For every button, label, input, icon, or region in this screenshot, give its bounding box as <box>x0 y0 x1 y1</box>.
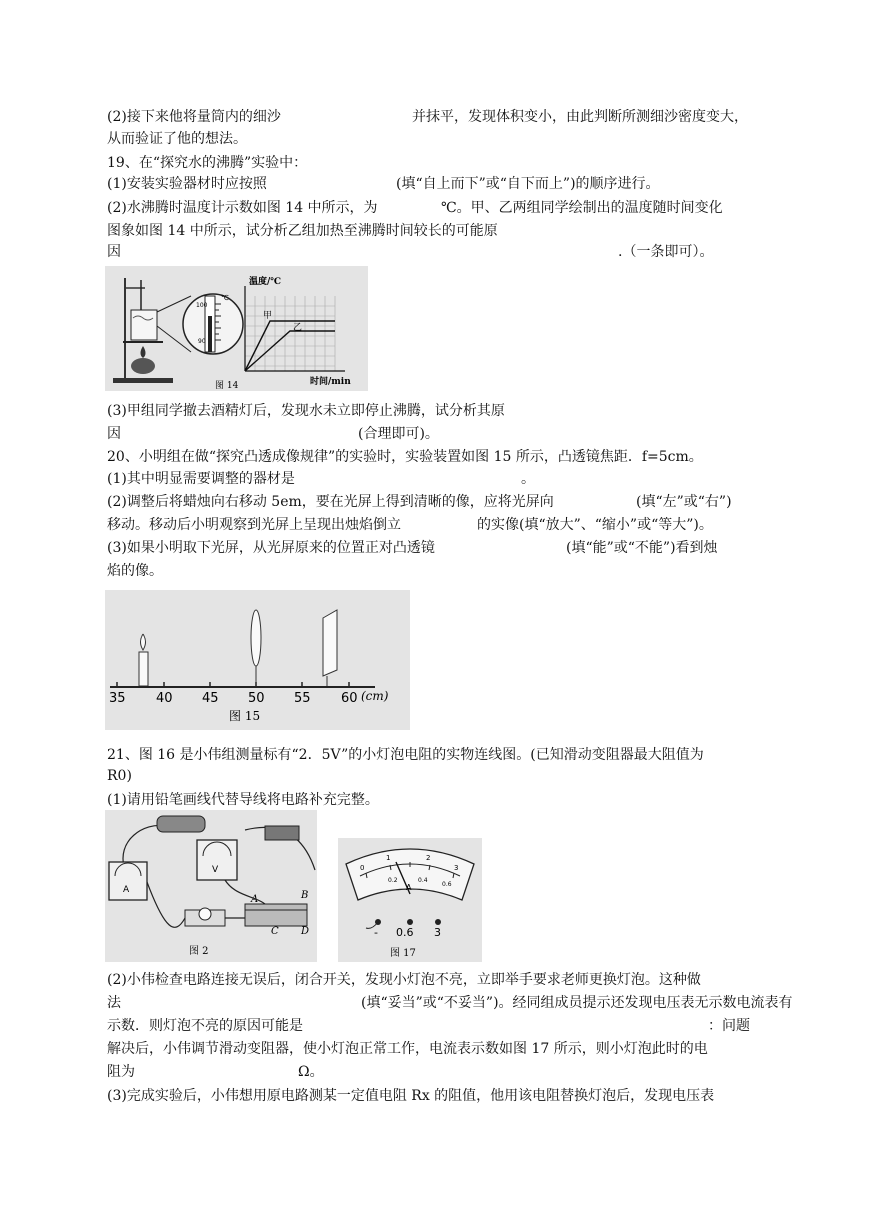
ammeter-mark: A <box>123 885 130 895</box>
text-line: 从而验证了他的想法。 <box>107 131 247 147</box>
voltmeter-mark: V <box>212 865 219 875</box>
fig14-series-a: 甲 <box>263 311 273 321</box>
text-line: (3)甲组同学撤去酒精灯后，发现水未立即停止沸腾，试分析其原 <box>107 403 505 419</box>
figure-17 <box>338 838 482 962</box>
fig15-unit: (cm) <box>361 689 389 703</box>
figure-14 <box>105 266 368 391</box>
text-line: (3)如果小明取下光屏，从光屏原来的位置正对凸透镜 <box>107 540 435 556</box>
fig15-caption: 图 15 <box>229 709 261 723</box>
text-line: (1)请用铅笔画线代替导线将电路补充完整。 <box>107 792 379 808</box>
fig17-top-0: 0 <box>360 864 365 872</box>
text-line: (3)完成实验后，小伟想用原电路测某一定值电阻 Rx 的阻值，他用该电阻替换灯泡后，发现电压表 <box>107 1088 715 1104</box>
text-line: 的实像(填“放大”、“缩小”或“等大”)。 <box>477 517 713 533</box>
fig14-xlabel: 时间/min <box>310 377 351 387</box>
fig15-tick-label: 60 <box>341 691 358 706</box>
fig16-caption: 图 2 <box>189 946 209 957</box>
fig15-tick-label: 45 <box>202 691 219 706</box>
fig15-tick-label: 35 <box>109 691 126 706</box>
fig16-label-d: D <box>301 926 310 937</box>
text-line: (填“妥当”或“不妥当”)。经同组成员提示还发现电压表无示数电流表有 <box>361 995 793 1011</box>
text-line: (2)调整后将蜡烛向右移动 5em，要在光屏上得到清晰的像，应将光屏向 <box>107 494 554 510</box>
fig14-tick-top: 100 <box>196 302 208 309</box>
text-line: 19、在“探究水的沸腾”实验中： <box>107 155 308 171</box>
text-line: .（一条即可）。 <box>618 244 714 260</box>
fig16-label-b: B <box>301 890 309 901</box>
text-line: (1)安装实验器材时应按照 <box>107 176 267 192</box>
text-line: (2)小伟检查电路连接无误后，闭合开关，发现小灯泡不亮，立即举手要求老师更换灯泡。这种做 <box>107 972 701 988</box>
text-line: R0) <box>107 768 132 784</box>
fig14-series-b: 乙 <box>293 323 303 333</box>
fig16-label-c: C <box>271 926 279 937</box>
fig17-terminal-neg: - <box>374 926 378 939</box>
fig17-terminal-3: 3 <box>434 926 441 939</box>
text-line: 。 <box>521 471 535 487</box>
fig17-bottom-1: 0.4 <box>418 877 428 884</box>
text-line: 焰的像。 <box>107 563 163 579</box>
text-line: 21、图 16 是小伟组测量标有“2．5V”的小灯泡电阻的实物连线图。(已知滑动变阻器最大阻值为 <box>107 747 704 763</box>
fig15-tick-label: 55 <box>294 691 311 706</box>
fig17-terminal-06: 0.6 <box>396 926 414 939</box>
fig17-caption: 图 17 <box>390 948 416 959</box>
figure-16 <box>105 810 317 962</box>
text-line: (填“左”或“右”) <box>636 494 732 510</box>
text-line: 移动。移动后小明观察到光屏上呈现出烛焰倒立 <box>107 517 401 533</box>
text-line: ℃。甲、乙两组同学绘制出的温度随时间变化 <box>441 200 723 216</box>
text-line: (2)接下来他将量筒内的细沙 <box>107 109 281 125</box>
text-line: 20、小明组在做“探究凸透成像规律”的实验时，实验装置如图 15 所示，凸透镜焦距．f=5cm。 <box>107 449 703 465</box>
text-line: 法 <box>107 995 121 1011</box>
fig17-top-3: 3 <box>454 864 459 872</box>
fig14-caption: 图 14 <box>215 381 239 391</box>
fig14-tick-bottom: 90 <box>198 338 206 345</box>
text-line: (2)水沸腾时温度计示数如图 14 中所示，为 <box>107 200 378 216</box>
fig17-top-2: 2 <box>426 854 431 862</box>
fig15-tick-label: 40 <box>156 691 173 706</box>
fig15-tick-label: 50 <box>248 691 265 706</box>
text-line: 因 <box>107 426 121 442</box>
text-line: (1)其中明显需要调整的器材是 <box>107 471 295 487</box>
text-line: 图象如图 14 中所示，试分析乙组加热至沸腾时间较长的可能原 <box>107 223 498 239</box>
text-line: 因 <box>107 244 121 260</box>
fig17-bottom-2: 0.6 <box>442 881 452 888</box>
fig17-bottom-0: 0.2 <box>388 877 398 884</box>
fig17-unit: A <box>406 883 412 892</box>
text-line: Ω。 <box>298 1064 324 1080</box>
figure-15 <box>105 590 410 730</box>
text-line: ：问题 <box>708 1018 750 1034</box>
text-line: 示数．则灯泡不亮的原因可能是 <box>107 1018 303 1034</box>
fig14-degree-mark: ℃ <box>221 294 229 302</box>
fig16-label-a: A <box>251 894 259 905</box>
fig17-top-1: 1 <box>386 854 391 862</box>
text-line: (合理即可)。 <box>358 426 439 442</box>
fig14-ylabel: 温度/℃ <box>249 277 282 287</box>
text-line: 并抹平，发现体积变小，由此判断所测细沙密度变大， <box>412 109 748 125</box>
text-line: (填“自上而下”或“自下而上”)的顺序进行。 <box>396 176 660 192</box>
text-line: 阻为 <box>107 1064 135 1080</box>
text-line: 解决后，小伟调节滑动变阻器，使小灯泡正常工作，电流表示数如图 17 所示，则小灯泡此时的电 <box>107 1041 708 1057</box>
text-line: (填“能”或“不能”)看到烛 <box>566 540 718 556</box>
